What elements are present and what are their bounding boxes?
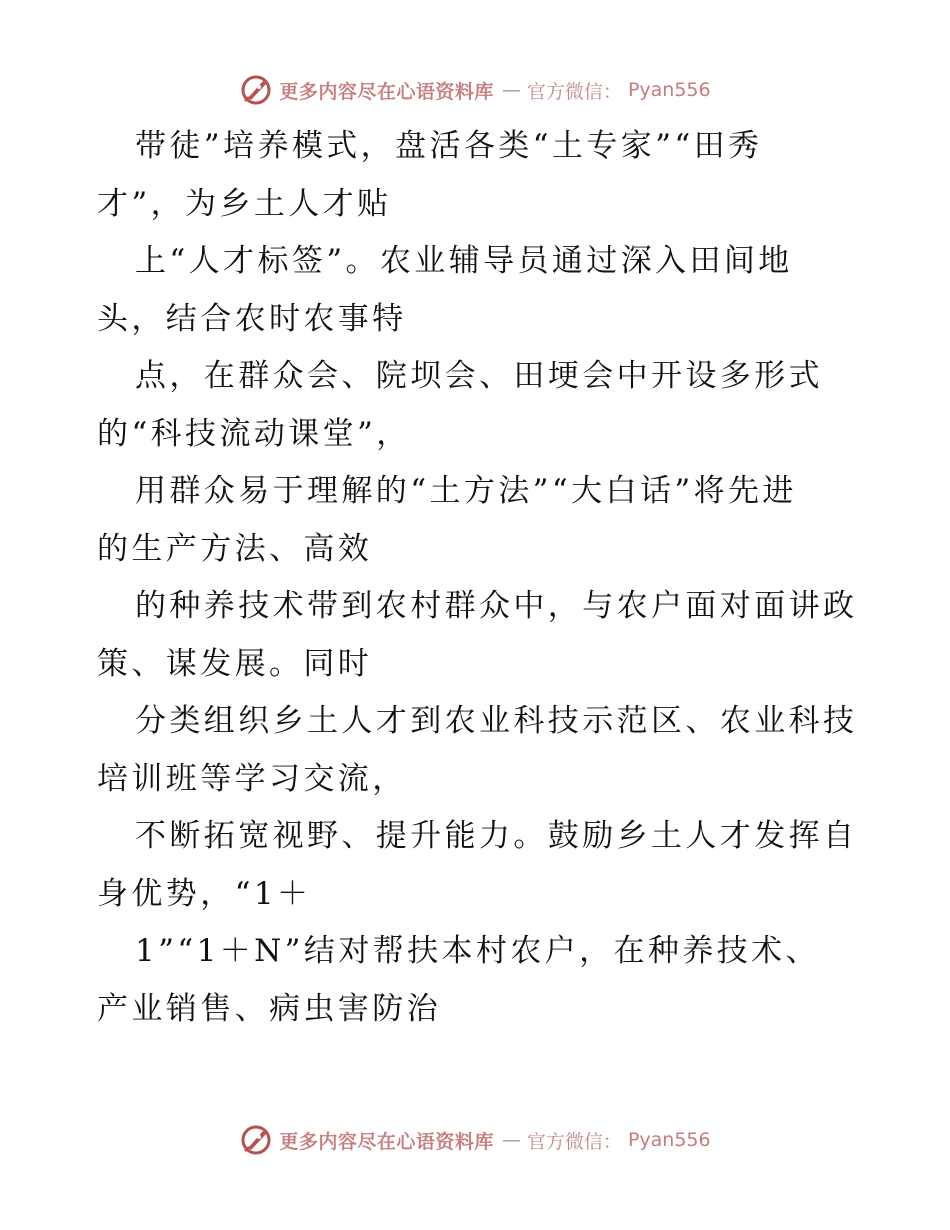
body-line: 身优势，“1＋: [97, 875, 312, 912]
body-line: 分类组织乡土人才到农业科技示范区、农业科技: [135, 703, 858, 739]
body-line: 上“人才标签”。农业辅导员通过深入田间地: [135, 243, 793, 279]
body-line: 才”，为乡土人才贴: [97, 185, 392, 222]
body-line: 培训班等学习交流，: [97, 760, 407, 797]
body-line: 策、谋发展。同时: [97, 645, 373, 682]
body-line: 的生产方法、高效: [97, 530, 373, 567]
footer-banner: [0, 1120, 950, 1160]
body-line: 的种养技术带到农村群众中，与农户面对面讲政: [135, 588, 858, 624]
banner-contact-label: 官方微信：: [526, 1130, 622, 1153]
body-line: 的“科技流动课堂”，: [97, 415, 411, 452]
header-banner: [0, 70, 950, 110]
banner-separator: —: [501, 79, 521, 101]
document-body: [97, 118, 867, 1038]
banner-brand-text: 更多内容尽在心语资料库: [279, 1130, 494, 1153]
body-line: 用群众易于理解的“土方法”“大白话”将先进: [135, 473, 797, 509]
banner-contact-label: 官方微信：: [526, 80, 622, 103]
body-line: 不断拓宽视野、提升能力。鼓励乡土人才发挥自: [135, 818, 858, 854]
banner-contact-value: Pyan556: [627, 1129, 711, 1151]
body-line: 点，在群众会、院坝会、田埂会中开设多形式: [135, 358, 823, 394]
banner-separator: —: [501, 1129, 521, 1151]
body-line: 产业销售、病虫害防治: [97, 990, 441, 1027]
red-quill-seal-icon: [239, 73, 273, 107]
body-line: 头，结合农时农事特: [97, 300, 407, 337]
body-line: 带徒”培养模式，盘活各类“土专家”“田秀: [135, 128, 763, 164]
body-line: 1”“1＋N”结对帮扶本村农户，在种养技术、: [135, 933, 820, 969]
banner-brand-text: 更多内容尽在心语资料库: [279, 80, 494, 103]
red-quill-seal-icon: [239, 1123, 273, 1157]
banner-contact-value: Pyan556: [627, 79, 711, 101]
